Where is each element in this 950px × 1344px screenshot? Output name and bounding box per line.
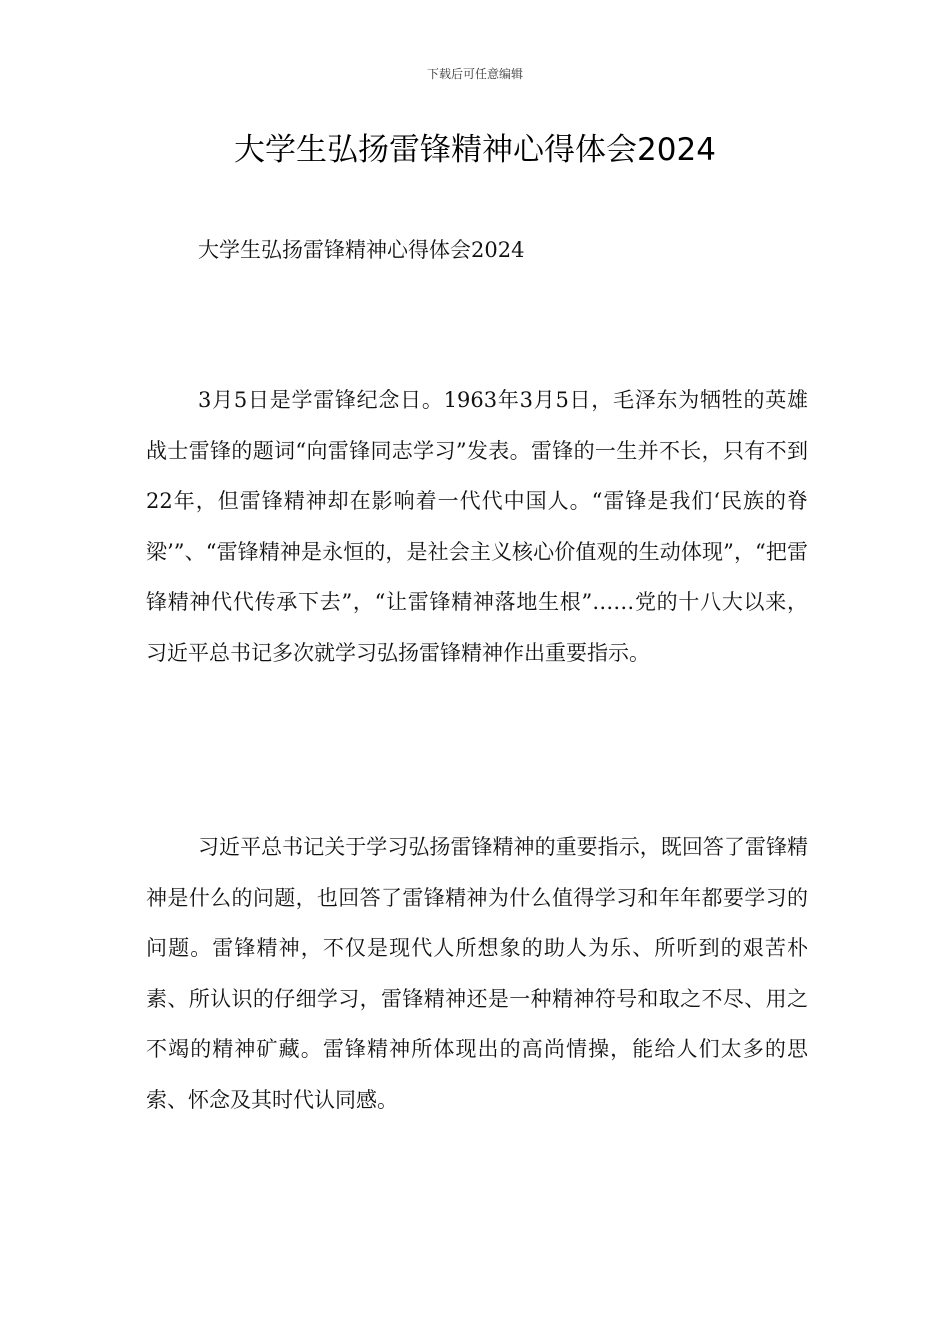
- document-subtitle: 大学生弘扬雷锋精神心得体会2024: [198, 238, 525, 262]
- body-paragraph-1: 3月5日是学雷锋纪念日。1963年3月5日，毛泽东为牺牲的英雄战士雷锋的题词“向雷锋同志学习”发表。雷锋的一生并不长，只有不到22年，但雷锋精神却在影响着一代代中国人。“雷锋是我们‘民族的脊梁’”、“雷锋精神是永恒的，是社会主义核心价值观的生动体现”，“把雷锋精神代代传承下去”，“让雷锋精神落地生根”……党的十八大以来，习近平总书记多次就学习弘扬雷锋精神作出重要指示。: [146, 388, 808, 665]
- body-paragraph-2: 习近平总书记关于学习弘扬雷锋精神的重要指示，既回答了雷锋精神是什么的问题，也回答了雷锋精神为什么值得学习和年年都要学习的问题。雷锋精神，不仅是现代人所想象的助人为乐、所听到的艰苦朴素、所认识的仔细学习，雷锋精神还是一种精神符号和取之不尽、用之不竭的精神矿藏。雷锋精神所体现出的高尚情操，能给人们太多的思索、怀念及其时代认同感。: [146, 835, 808, 1112]
- header-note: 下载后可任意编辑: [426, 67, 523, 81]
- document-title: 大学生弘扬雷锋精神心得体会2024: [234, 132, 716, 168]
